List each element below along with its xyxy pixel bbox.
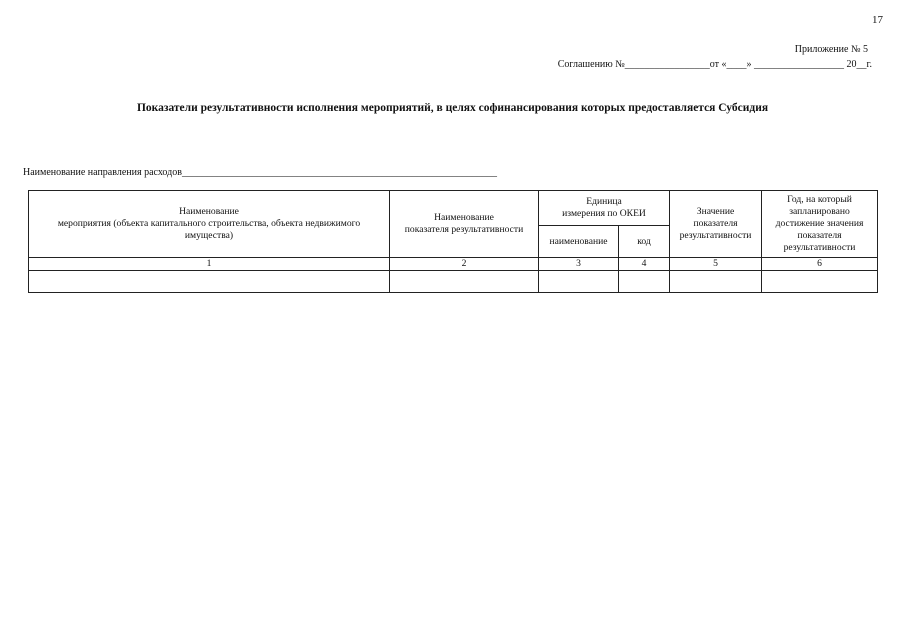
header-unit-code: код — [619, 226, 670, 258]
column-number: 6 — [762, 258, 878, 271]
page-number: 17 — [872, 14, 883, 26]
indicators-table — [28, 190, 878, 293]
table-cell[interactable] — [390, 271, 539, 293]
document-title: Показатели результативности исполнения мероприятий, в целях софинансирования которых предоставляется Субсидия — [136, 102, 769, 114]
header-indicator-line-1: Наименование — [434, 212, 494, 223]
header-year-line-2: запланировано — [789, 206, 850, 217]
header-value-line-2: показателя — [693, 218, 738, 229]
agreement-reference: Соглашению №_________________от «____» __________________ 20__г. — [557, 59, 872, 70]
header-year-line-4: показателя — [797, 230, 842, 241]
header-activity-line-3: имущества) — [184, 230, 234, 241]
column-numbers-row — [29, 258, 878, 271]
table-header-row — [29, 191, 878, 226]
header-year-line-5: результативности — [783, 242, 856, 253]
column-number: 1 — [29, 258, 390, 271]
table-cell[interactable] — [670, 271, 762, 293]
expense-direction-field: Наименование направления расходов_______________________________________________________________ — [23, 167, 497, 178]
header-unit-okei — [539, 191, 670, 226]
header-value-line-3: результативности — [679, 230, 752, 241]
appendix-label: Приложение № 5 — [794, 44, 868, 55]
table-cell[interactable] — [539, 271, 619, 293]
header-unit-line-2: измерения по ОКЕИ — [562, 208, 646, 219]
header-target-year — [762, 191, 878, 258]
header-activity-line-1: Наименование — [179, 206, 239, 217]
header-value-line-1: Значение — [696, 206, 735, 217]
table-cell[interactable] — [762, 271, 878, 293]
column-number: 4 — [619, 258, 670, 271]
header-activity-name — [29, 191, 390, 258]
header-indicator-line-2: показателя результативности — [404, 224, 524, 235]
table-cell[interactable] — [29, 271, 390, 293]
header-unit-name: наименование — [539, 226, 619, 258]
header-year-line-1: Год, на который — [787, 194, 852, 205]
column-number: 3 — [539, 258, 619, 271]
table-row — [29, 271, 878, 293]
header-unit-line-1: Единица — [586, 196, 622, 207]
table-cell[interactable] — [619, 271, 670, 293]
header-activity-line-2: мероприятия (объекта капитального строительства, объекта недвижимого — [57, 218, 361, 229]
column-number: 2 — [390, 258, 539, 271]
header-year-line-3: достижение значения — [775, 218, 864, 229]
header-indicator-name — [390, 191, 539, 258]
column-number: 5 — [670, 258, 762, 271]
header-indicator-value — [670, 191, 762, 258]
